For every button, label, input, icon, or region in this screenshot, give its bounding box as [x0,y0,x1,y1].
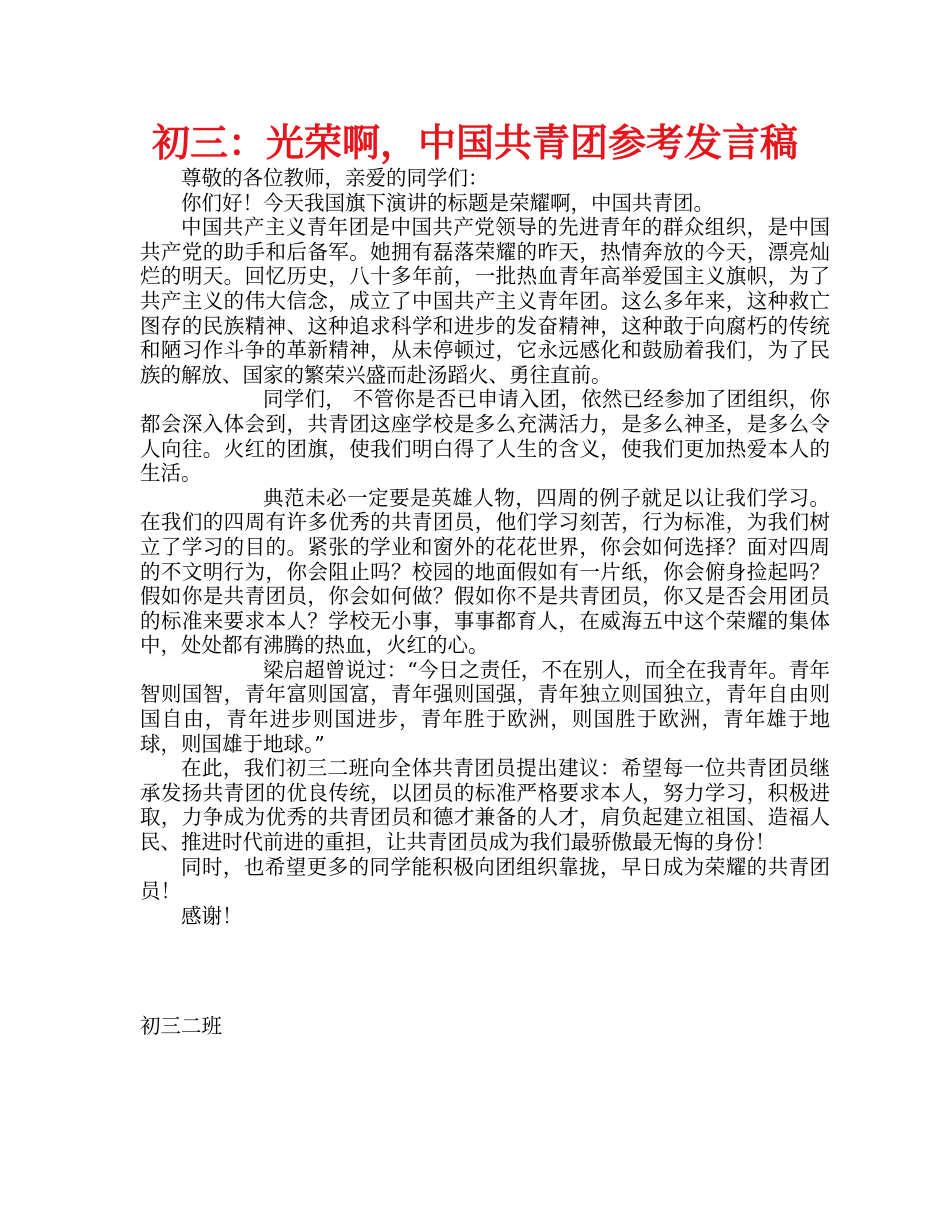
salutation: 尊敬的各位教师，亲爱的同学们： [181,166,489,190]
paragraph-students: 同学们， 不管你是否已申请入团，依然已经参加了团组织，你都会深入体会到，共青团这座学校是多么充满活力，是多么神圣，是多么令人向往。火红的团旗，使我们明白得了人生的含义，使我们更加热爱本人的生活。 [140,387,830,486]
signature: 初三二班 [140,1014,222,1038]
paragraph-thanks: 感谢！ [181,903,243,928]
paragraph-hope: 同时，也希望更多的同学能积极向团组织靠拢，早日成为荣耀的共青团员！ [140,854,830,904]
paragraph-quote: 梁启超曾说过：“今日之责任，不在别人，而全在我青年。青年智则国智，青年富则国富，青年强则国强，青年独立则国独立，青年自由则国自由，青年进步则国进步，青年胜于欧洲，则国胜于欧洲，青年雄于地球，则国雄于地球。” [140,657,830,756]
greeting-paragraph: 你们好！今天我国旗下演讲的标题是荣耀啊，中国共青团。 [181,190,714,215]
paragraph-examples: 典范未必一定要是英雄人物，四周的例子就足以让我们学习。在我们的四周有许多优秀的共青团员，他们学习刻苦，行为标准，为我们树立了学习的目的。紧张的学业和窗外的花花世界，你会如何选择？面对四周的不文明行为，你会阻止吗？校园的地面假如有一片纸，你会俯身捡起吗？假如你是共青团员，你会如何做？假如你不是共青团员，你又是否会用团员的标准来要求本人？学校无小事，事事都育人，在威海五中这个荣耀的集体中，处处都有沸腾的热血，火红的心。 [140,485,830,658]
document-body [140,166,830,928]
paragraph-proposal: 在此，我们初三二班向全体共青团员提出建议：希望每一位共青团员继承发扬共青团的优良传统，以团员的标准严格要求本人，努力学习，积极进取，力争成为优秀的共青团员和德才兼备的人才，肩负起建立祖国、造福人民、推进时代前进的重担，让共青团员成为我们最骄傲最无悔的身份！ [140,756,830,855]
paragraph-history: 中国共产主义青年团是中国共产党领导的先进青年的群众组织，是中国共产党的助手和后备军。她拥有磊落荣耀的昨天，热情奔放的今天，漂亮灿烂的明天。回忆历史，八十多年前，一批热血青年高举爱国主义旗帜，为了共产主义的伟大信念，成立了中国共产主义青年团。这么多年来，这种救亡图存的民族精神、这种追求科学和进步的发奋精神，这种敢于向腐朽的传统和陋习作斗争的革新精神，从未停顿过，它永远感化和鼓励着我们，为了民族的解放、国家的繁荣兴盛而赴汤蹈火、勇往直前。 [140,215,830,387]
document-title: 初三：光荣啊，中国共青团参考发言稿 [151,121,798,165]
